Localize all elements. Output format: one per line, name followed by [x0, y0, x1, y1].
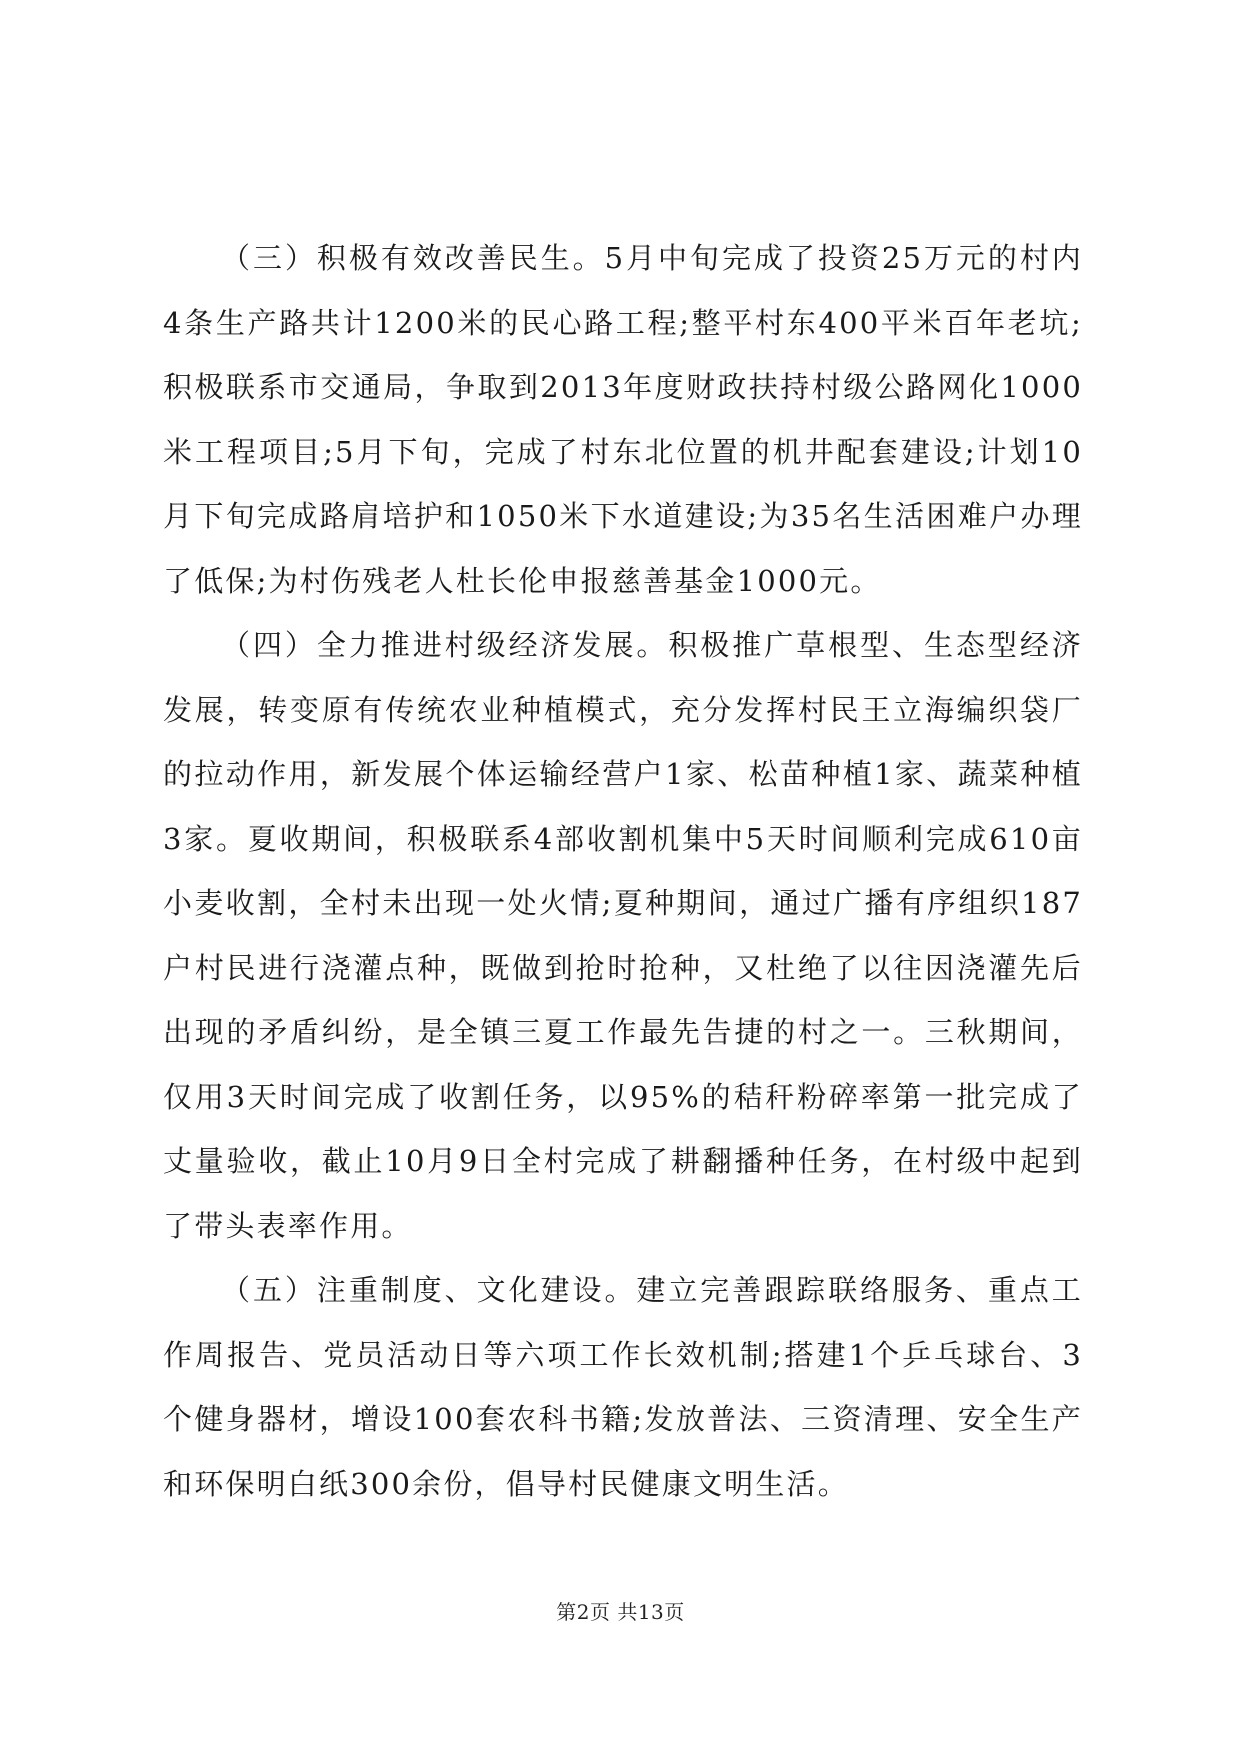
page-number-footer: 第2页 共13页	[556, 1600, 685, 1624]
document-body	[163, 226, 1083, 1516]
paragraph-village-economy: （四）全力推进村级经济发展。积极推广草根型、生态型经济发展，转变原有传统农业种植模式，充分发挥村民王立海编织袋厂的拉动作用，新发展个体运输经营户1家、松苗种植1家、蔬菜种植3家。夏收期间，积极联系4部收割机集中5天时间顺利完成610亩小麦收割，全村未出现一处火情;夏种期间，通过广播有序组织187户村民进行浇灌点种，既做到抢时抢种，又杜绝了以往因浇灌先后出现的矛盾纠纷，是全镇三夏工作最先告捷的村之一。三秋期间，仅用3天时间完成了收割任务，以95%的秸秆粉碎率第一批完成了丈量验收，截止10月9日全村完成了耕翻播种任务，在村级中起到了带头表率作用。	[163, 628, 1083, 1243]
paragraph-improve-livelihood: （三）积极有效改善民生。5月中旬完成了投资25万元的村内4条生产路共计1200米的民心路工程;整平村东400平米百年老坑;积极联系市交通局，争取到2013年度财政扶持村级公路网化1000米工程项目;5月下旬，完成了村东北位置的机井配套建设;计划10月下旬完成路肩培护和1050米下水道建设;为35名生活困难户办理了低保;为村伤残老人杜长伦申报慈善基金1000元。	[163, 241, 1084, 598]
paragraph-system-culture: （五）注重制度、文化建设。建立完善跟踪联络服务、重点工作周报告、党员活动日等六项工作长效机制;搭建1个乒乓球台、3个健身器材，增设100套农科书籍;发放普法、三资清理、安全生产和环保明白纸300余份，倡导村民健康文明生活。	[163, 1273, 1083, 1501]
